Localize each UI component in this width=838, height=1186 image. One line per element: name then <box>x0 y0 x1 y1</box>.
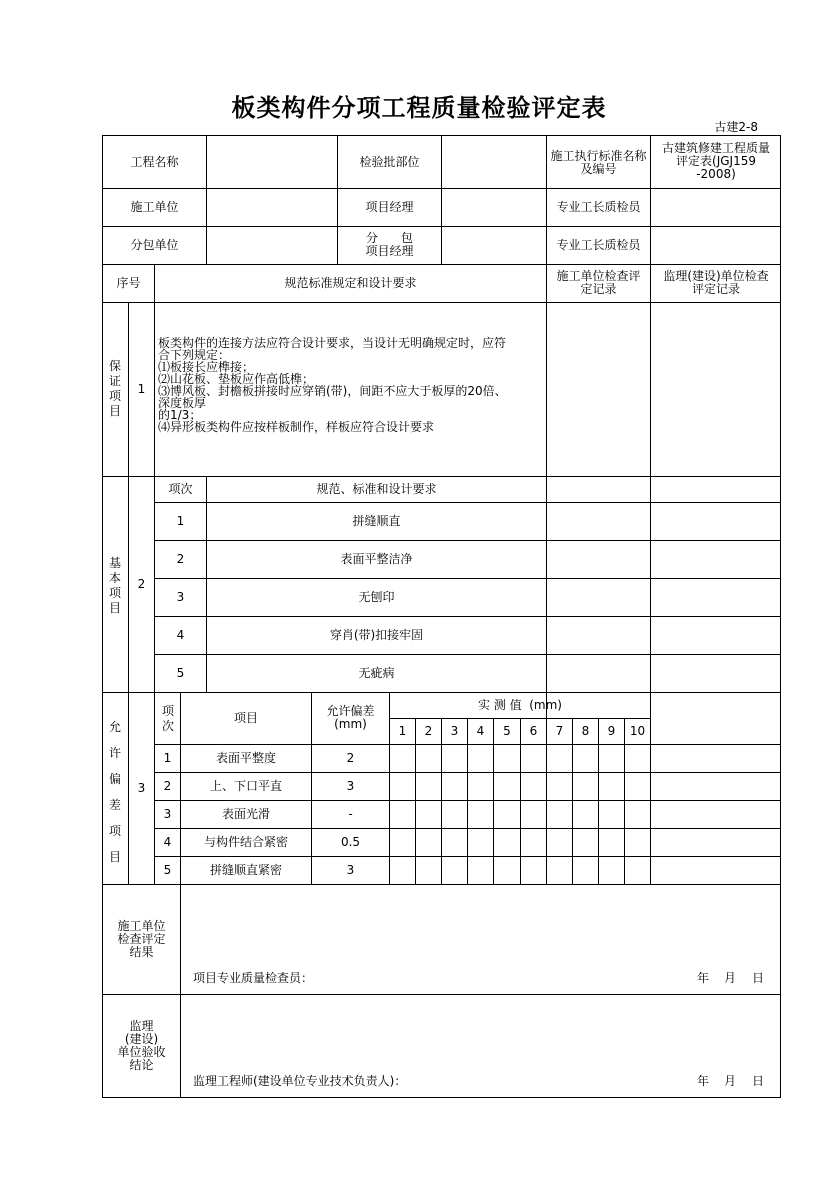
main-item-line: 合下列规定： <box>158 348 231 362</box>
basic-col-item: 项次 <box>168 482 193 496</box>
supervisor-month: 月 <box>724 1074 737 1088</box>
measure-col: 2 <box>424 724 433 738</box>
contractor-year: 年 <box>697 971 710 985</box>
main-item-line: 深度板厚 <box>158 396 207 410</box>
contractor-label: 施工单位 <box>130 200 179 214</box>
basic-row-text: 拼缝顺直 <box>352 514 401 528</box>
contractor-month: 月 <box>724 971 737 985</box>
measure-col: 10 <box>629 724 646 738</box>
measure-col: 1 <box>398 724 407 738</box>
contractor-result-line1: 施工单位 <box>117 919 166 933</box>
tol-row-no: 4 <box>163 835 172 849</box>
form-title: 板类构件分项工程质量检验评定表 <box>231 94 607 122</box>
basic-row-text: 表面平整洁净 <box>340 552 413 566</box>
tol-row-no: 2 <box>163 779 172 793</box>
subcontractor-label: 分包单位 <box>130 238 179 252</box>
main-item-line: ⑶博风板、封檐板拼接时应穿销(带)，间距不应大于板厚的20倍、 <box>158 384 507 398</box>
tolerance-number: 3 <box>137 781 146 795</box>
measure-col: 9 <box>607 724 616 738</box>
measure-col: 7 <box>555 724 564 738</box>
col-contractor-check-line2: 定记录 <box>580 282 617 296</box>
supervisor-year: 年 <box>697 1074 710 1088</box>
main-items-label: 保证项目 <box>108 359 121 418</box>
supervisor-line4: 结论 <box>129 1058 154 1072</box>
col-supervisor-check-line1: 监理(建设)单位检查 <box>663 269 769 283</box>
tol-row-name: 表面平整度 <box>215 751 276 765</box>
tol-col-name: 项目 <box>233 711 258 725</box>
basic-items-number: 2 <box>137 577 146 591</box>
measure-col: 5 <box>503 724 511 738</box>
sub-manager-line1: 分 包 <box>366 231 413 245</box>
standard-value-line2: 评定表(JGJ159 <box>676 154 756 168</box>
main-item-line: ⑵山花板、垫板应作高低榫； <box>158 372 315 386</box>
basic-row-no: 3 <box>176 590 185 604</box>
basic-items-label: 基本项目 <box>108 556 121 615</box>
project-manager-label: 项目经理 <box>365 200 414 214</box>
tol-row-allow: - <box>348 807 353 821</box>
basic-row-text: 无疵病 <box>358 666 395 680</box>
measure-col: 3 <box>450 724 459 738</box>
form-code: 古建2-8 <box>714 120 758 134</box>
tol-col-item: 项次 <box>161 704 174 733</box>
standard-value-line3: -2008) <box>696 167 736 181</box>
main-items-text <box>158 337 507 433</box>
basic-row-text: 无刨印 <box>358 590 395 604</box>
tol-row-no: 5 <box>163 863 172 877</box>
contractor-result-line2: 检查评定 <box>117 932 166 946</box>
basic-row-text: 穿肖(带)扣接牢固 <box>329 628 424 642</box>
basic-row-no: 1 <box>176 514 185 528</box>
standard-value-line1: 古建筑修建工程质量 <box>661 141 770 155</box>
col-contractor-check-line1: 施工单位检查评 <box>556 269 641 283</box>
tol-row-allow: 2 <box>346 751 355 765</box>
main-item-line: 板类构件的连接方法应符合设计要求，当设计无明确规定时，应符 <box>158 336 507 350</box>
tol-row-name: 拼缝顺直紧密 <box>209 863 282 877</box>
foreman-label: 专业工长质检员 <box>556 200 641 214</box>
main-items-number: 1 <box>137 382 146 396</box>
basic-row-no: 4 <box>176 628 185 642</box>
supervisor-line1: 监理 <box>129 1019 154 1033</box>
tol-row-name: 与构件结合紧密 <box>203 835 288 849</box>
col-seq: 序号 <box>116 276 141 290</box>
basic-row-no: 5 <box>176 666 185 680</box>
measure-col: 6 <box>529 724 538 738</box>
sub-manager-line2: 项目经理 <box>365 244 414 258</box>
col-supervisor-check-line2: 评定记录 <box>691 282 740 296</box>
tol-col-allow-line2: (mm) <box>334 717 367 731</box>
tol-row-allow: 3 <box>346 863 355 877</box>
contractor-inspector-label: 项目专业质量检查员： <box>193 971 314 985</box>
basic-row-no: 2 <box>176 552 185 566</box>
tol-row-name: 表面光滑 <box>221 807 270 821</box>
main-item-line: 的1/3； <box>158 408 202 422</box>
tol-col-allow-line1: 允许偏差 <box>326 704 375 718</box>
tol-row-name: 上、下口平直 <box>209 779 282 793</box>
inspection-batch-label: 检验批部位 <box>359 155 420 169</box>
measure-col: 8 <box>581 724 590 738</box>
supervisor-line3: 单位验收 <box>117 1045 166 1059</box>
main-item-line: ⑷异形板类构件应按样板制作，样板应符合设计要求 <box>158 420 435 434</box>
standard-label: 施工执行标准名称及编号 <box>550 149 647 176</box>
tolerance-label: 允许偏差项目 <box>108 720 121 864</box>
project-name-label: 工程名称 <box>130 155 179 169</box>
basic-col-req: 规范、标准和设计要求 <box>316 482 437 496</box>
measure-col: 4 <box>476 724 485 738</box>
tol-row-no: 3 <box>163 807 172 821</box>
contractor-day: 日 <box>752 971 765 985</box>
tol-row-allow: 3 <box>346 779 355 793</box>
supervisor-day: 日 <box>752 1074 765 1088</box>
tol-col-measured: 实 测 值 (mm) <box>477 698 562 712</box>
col-requirements: 规范标准规定和设计要求 <box>284 276 417 290</box>
tol-row-no: 1 <box>163 751 172 765</box>
supervisor-line2: (建设) <box>124 1032 159 1046</box>
contractor-result-line3: 结果 <box>129 945 154 959</box>
tol-row-allow: 0.5 <box>340 835 361 849</box>
supervisor-engineer-label: 监理工程师(建设单位专业技术负责人)： <box>193 1074 407 1088</box>
main-item-line: ⑴板接长应榫接； <box>158 360 255 374</box>
foreman2-label: 专业工长质检员 <box>556 238 641 252</box>
